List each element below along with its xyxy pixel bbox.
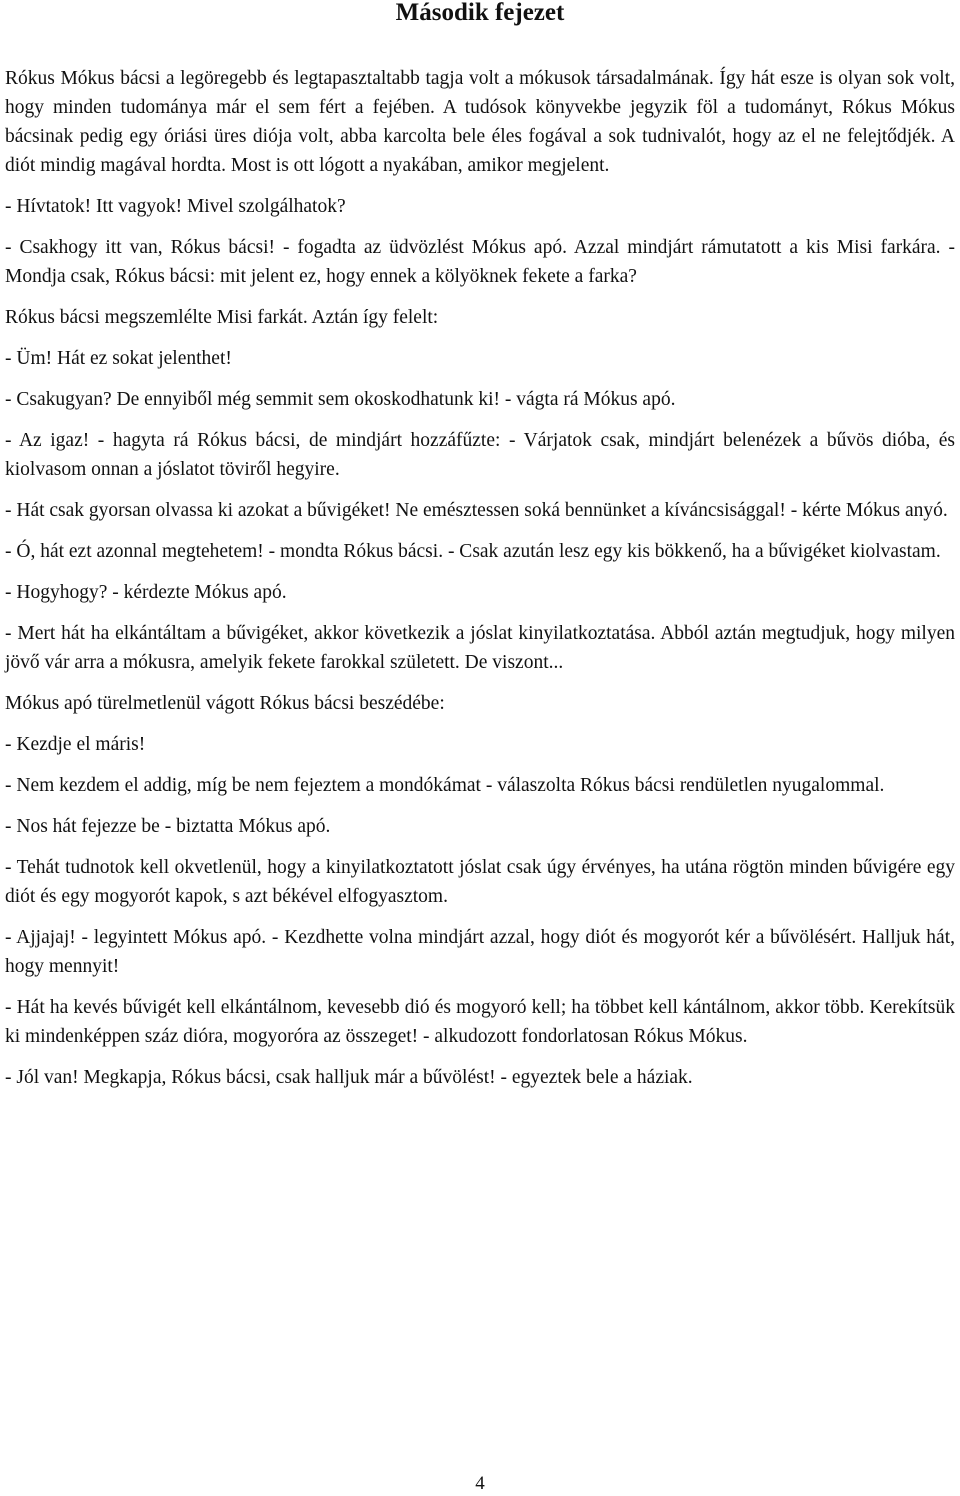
body-text: [5, 64, 955, 1092]
paragraph: - Tehát tudnotok kell okvetlenül, hogy a kinyilatkoztatott jóslat csak úgy érvényes, ha utána rögtön minden bűvigére egy diót és egy mogyorót kapok, s azt békével elfogyasztom.: [5, 857, 955, 907]
paragraph: - Csakhogy itt van, Rókus bácsi! - fogadta az üdvözlést Mókus apó. Azzal mindjárt rámutatott a kis Misi farkára. - Mondja csak, Rókus bácsi: mit jelent ez, hogy ennek a kölyöknek fekete a farka?: [5, 237, 955, 287]
paragraph: - Hívtatok! Itt vagyok! Mivel szolgálhatok?: [5, 196, 346, 217]
paragraph: Rókus Mókus bácsi a legöregebb és legtapasztaltabb tagja volt a mókusok társadalmának. Így hát esze is olyan sok volt, hogy minden tudománya már el sem fért a fejében. A tudósok könyvekbe jegyzik föl a tudományt, Rókus Mókus bácsinak pedig egy óriási üres diója volt, abba karcolta bele éles fogával a sok tudnivalót, hogy az el ne felejtődjék. A diót mindig magával hordta. Most is ott lógott a nyakában, amikor megjelent.: [5, 68, 955, 176]
paragraph: - Nem kezdem el addig, míg be nem fejeztem a mondókámat - válaszolta Rókus bácsi rendületlen nyugalommal.: [5, 775, 885, 796]
paragraph: - Jól van! Megkapja, Rókus bácsi, csak halljuk már a bűvölést! - egyeztek bele a háziak.: [5, 1067, 693, 1088]
paragraph: - Nos hát fejezze be - biztatta Mókus apó.: [5, 816, 331, 837]
paragraph: - Ajjajaj! - legyintett Mókus apó. - Kezdhette volna mindjárt azzal, hogy diót és mogyorót kér a bűvölésért. Halljuk hát, hogy mennyit!: [5, 927, 955, 977]
chapter-title: Második fejezet: [395, 0, 565, 26]
paragraph: - Kezdje el máris!: [5, 734, 146, 755]
paragraph: - Hát csak gyorsan olvassa ki azokat a bűvigéket! Ne emésztessen soká bennünket a kíváncsisággal! - kérte Mókus anyó.: [5, 500, 948, 521]
paragraph: - Ó, hát ezt azonnal megtehetem! - mondta Rókus bácsi. - Csak azután lesz egy kis bökkenő, ha a bűvigéket kiolvastam.: [5, 541, 941, 562]
document-page: [5, 0, 955, 1104]
paragraph: - Hát ha kevés bűvigét kell elkántálnom, kevesebb dió és mogyoró kell; ha többet kell kántálnom, akkor több. Kerekítsük ki mindenképpen száz dióra, mogyoróra az összeget! - alkudozott fondorlatosan Rókus Mókus.: [5, 997, 955, 1047]
paragraph: - Üm! Hát ez sokat jelenthet!: [5, 348, 232, 369]
page-number: 4: [475, 1473, 485, 1494]
paragraph: - Csakugyan? De ennyiből még semmit sem okoskodhatunk ki! - vágta rá Mókus apó.: [5, 389, 676, 410]
paragraph: - Hogyhogy? - kérdezte Mókus apó.: [5, 582, 287, 603]
paragraph: Rókus bácsi megszemlélte Misi farkát. Aztán így felelt:: [5, 307, 439, 328]
paragraph: - Az igaz! - hagyta rá Rókus bácsi, de mindjárt hozzáfűzte: - Várjatok csak, mindjárt belenézek a bűvös dióba, és kiolvasom onnan a jóslatot töviről hegyire.: [5, 430, 955, 480]
paragraph: - Mert hát ha elkántáltam a bűvigéket, akkor következik a jóslat kinyilatkoztatása. Abból aztán megtudjuk, hogy milyen jövő vár arra a mókusra, amelyik fekete farokkal született. De viszont...: [5, 623, 955, 673]
paragraph: Mókus apó türelmetlenül vágott Rókus bácsi beszédébe:: [5, 693, 445, 714]
